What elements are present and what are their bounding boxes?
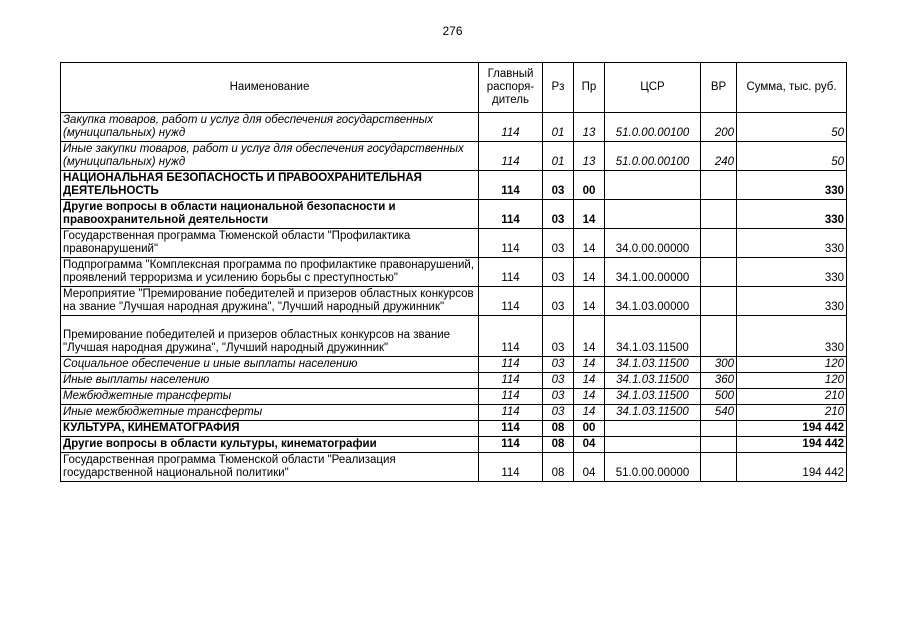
cell-vr	[701, 316, 737, 357]
cell-rz: 01	[543, 113, 574, 142]
cell-main-manager: 114	[479, 453, 543, 482]
cell-csr	[605, 437, 701, 453]
cell-csr: 51.0.00.00100	[605, 113, 701, 142]
header-vr: ВР	[701, 63, 737, 113]
cell-rz: 03	[543, 229, 574, 258]
cell-sum: 194 442	[737, 421, 847, 437]
cell-csr: 34.1.03.11500	[605, 316, 701, 357]
cell-pr: 13	[574, 113, 605, 142]
cell-name: Государственная программа Тюменской области "Реализация государственной национальной политики"	[61, 453, 479, 482]
cell-sum: 50	[737, 142, 847, 171]
cell-sum: 330	[737, 171, 847, 200]
table-body	[61, 113, 847, 482]
table-row	[61, 373, 847, 389]
cell-main-manager: 114	[479, 437, 543, 453]
cell-name: Другие вопросы в области культуры, кинематографии	[61, 437, 479, 453]
cell-pr: 14	[574, 287, 605, 316]
cell-csr: 51.0.00.00000	[605, 453, 701, 482]
cell-main-manager: 114	[479, 287, 543, 316]
cell-vr	[701, 258, 737, 287]
cell-main-manager: 114	[479, 389, 543, 405]
table-row	[61, 200, 847, 229]
cell-vr: 360	[701, 373, 737, 389]
table-row	[61, 258, 847, 287]
cell-pr: 00	[574, 171, 605, 200]
cell-name: Социальное обеспечение и иные выплаты населению	[61, 357, 479, 373]
cell-sum: 50	[737, 113, 847, 142]
table-row	[61, 287, 847, 316]
cell-rz: 03	[543, 316, 574, 357]
cell-main-manager: 114	[479, 316, 543, 357]
cell-pr: 14	[574, 373, 605, 389]
cell-main-manager: 114	[479, 357, 543, 373]
cell-name: Другие вопросы в области национальной безопасности и правоохранительной деятельности	[61, 200, 479, 229]
cell-pr: 04	[574, 437, 605, 453]
cell-pr: 14	[574, 389, 605, 405]
table-header-row	[61, 63, 847, 113]
cell-sum: 330	[737, 287, 847, 316]
cell-pr: 14	[574, 258, 605, 287]
table-row	[61, 171, 847, 200]
cell-rz: 08	[543, 421, 574, 437]
cell-vr: 200	[701, 113, 737, 142]
cell-main-manager: 114	[479, 373, 543, 389]
cell-rz: 03	[543, 287, 574, 316]
cell-pr: 14	[574, 357, 605, 373]
cell-name: КУЛЬТУРА, КИНЕМАТОГРАФИЯ	[61, 421, 479, 437]
cell-main-manager: 114	[479, 229, 543, 258]
cell-sum: 210	[737, 389, 847, 405]
cell-main-manager: 114	[479, 171, 543, 200]
cell-sum: 120	[737, 357, 847, 373]
cell-rz: 08	[543, 453, 574, 482]
cell-name: Иные выплаты населению	[61, 373, 479, 389]
cell-vr: 300	[701, 357, 737, 373]
table-row	[61, 113, 847, 142]
cell-name: НАЦИОНАЛЬНАЯ БЕЗОПАСНОСТЬ И ПРАВООХРАНИТЕЛЬНАЯ ДЕЯТЕЛЬНОСТЬ	[61, 171, 479, 200]
cell-sum: 194 442	[737, 453, 847, 482]
cell-rz: 08	[543, 437, 574, 453]
table-row	[61, 229, 847, 258]
header-rz: Рз	[543, 63, 574, 113]
cell-csr	[605, 171, 701, 200]
cell-pr: 14	[574, 405, 605, 421]
header-csr: ЦСР	[605, 63, 701, 113]
cell-csr	[605, 200, 701, 229]
cell-rz: 03	[543, 171, 574, 200]
header-name: Наименование	[61, 63, 479, 113]
cell-sum: 210	[737, 405, 847, 421]
cell-pr: 14	[574, 200, 605, 229]
cell-rz: 01	[543, 142, 574, 171]
cell-pr: 04	[574, 453, 605, 482]
cell-name: Иные межбюджетные трансферты	[61, 405, 479, 421]
cell-main-manager: 114	[479, 258, 543, 287]
cell-name: Мероприятие "Премирование победителей и призеров областных конкурсов на звание "Лучшая народная дружина", "Лучший народный дружинник"	[61, 287, 479, 316]
table-row	[61, 142, 847, 171]
cell-name: Межбюджетные трансферты	[61, 389, 479, 405]
cell-main-manager: 114	[479, 200, 543, 229]
cell-vr	[701, 421, 737, 437]
cell-csr: 34.0.00.00000	[605, 229, 701, 258]
table-row	[61, 421, 847, 437]
cell-vr	[701, 287, 737, 316]
cell-csr: 34.1.00.00000	[605, 258, 701, 287]
cell-rz: 03	[543, 373, 574, 389]
cell-vr: 500	[701, 389, 737, 405]
cell-rz: 03	[543, 258, 574, 287]
cell-csr: 34.1.03.11500	[605, 373, 701, 389]
cell-rz: 03	[543, 405, 574, 421]
cell-name: Иные закупки товаров, работ и услуг для обеспечения государственных (муниципальных) нужд	[61, 142, 479, 171]
cell-name: Закупка товаров, работ и услуг для обеспечения государственных (муниципальных) нужд	[61, 113, 479, 142]
cell-vr	[701, 171, 737, 200]
table-row	[61, 357, 847, 373]
cell-vr	[701, 200, 737, 229]
cell-main-manager: 114	[479, 113, 543, 142]
cell-pr: 13	[574, 142, 605, 171]
budget-table	[60, 62, 847, 482]
cell-rz: 03	[543, 357, 574, 373]
table-row	[61, 316, 847, 357]
cell-csr: 34.1.03.11500	[605, 405, 701, 421]
cell-vr: 240	[701, 142, 737, 171]
table-row	[61, 405, 847, 421]
cell-sum: 330	[737, 258, 847, 287]
cell-sum: 194 442	[737, 437, 847, 453]
cell-csr: 34.1.03.11500	[605, 357, 701, 373]
page-number: 276	[442, 24, 463, 38]
table-row	[61, 389, 847, 405]
cell-sum: 330	[737, 316, 847, 357]
cell-rz: 03	[543, 200, 574, 229]
cell-csr: 34.1.03.00000	[605, 287, 701, 316]
header-sum: Сумма, тыс. руб.	[737, 63, 847, 113]
cell-vr	[701, 229, 737, 258]
cell-pr: 14	[574, 229, 605, 258]
cell-csr: 51.0.00.00100	[605, 142, 701, 171]
cell-name: Премирование победителей и призеров областных конкурсов на звание "Лучшая народная дружина", "Лучший народный дружинник"	[61, 316, 479, 357]
cell-pr: 00	[574, 421, 605, 437]
cell-csr: 34.1.03.11500	[605, 389, 701, 405]
cell-name: Государственная программа Тюменской области "Профилактика правонарушений"	[61, 229, 479, 258]
cell-main-manager: 114	[479, 142, 543, 171]
cell-sum: 330	[737, 200, 847, 229]
cell-main-manager: 114	[479, 421, 543, 437]
cell-vr	[701, 437, 737, 453]
cell-csr	[605, 421, 701, 437]
cell-vr: 540	[701, 405, 737, 421]
header-pr: Пр	[574, 63, 605, 113]
cell-pr: 14	[574, 316, 605, 357]
cell-sum: 120	[737, 373, 847, 389]
cell-name: Подпрограмма "Комплексная программа по профилактике правонарушений, проявлений терроризма и усилению борьбы с преступностью"	[61, 258, 479, 287]
header-main-manager: Главный распоря-дитель	[479, 63, 543, 113]
table-row	[61, 453, 847, 482]
cell-vr	[701, 453, 737, 482]
cell-sum: 330	[737, 229, 847, 258]
table-row	[61, 437, 847, 453]
cell-rz: 03	[543, 389, 574, 405]
cell-main-manager: 114	[479, 405, 543, 421]
